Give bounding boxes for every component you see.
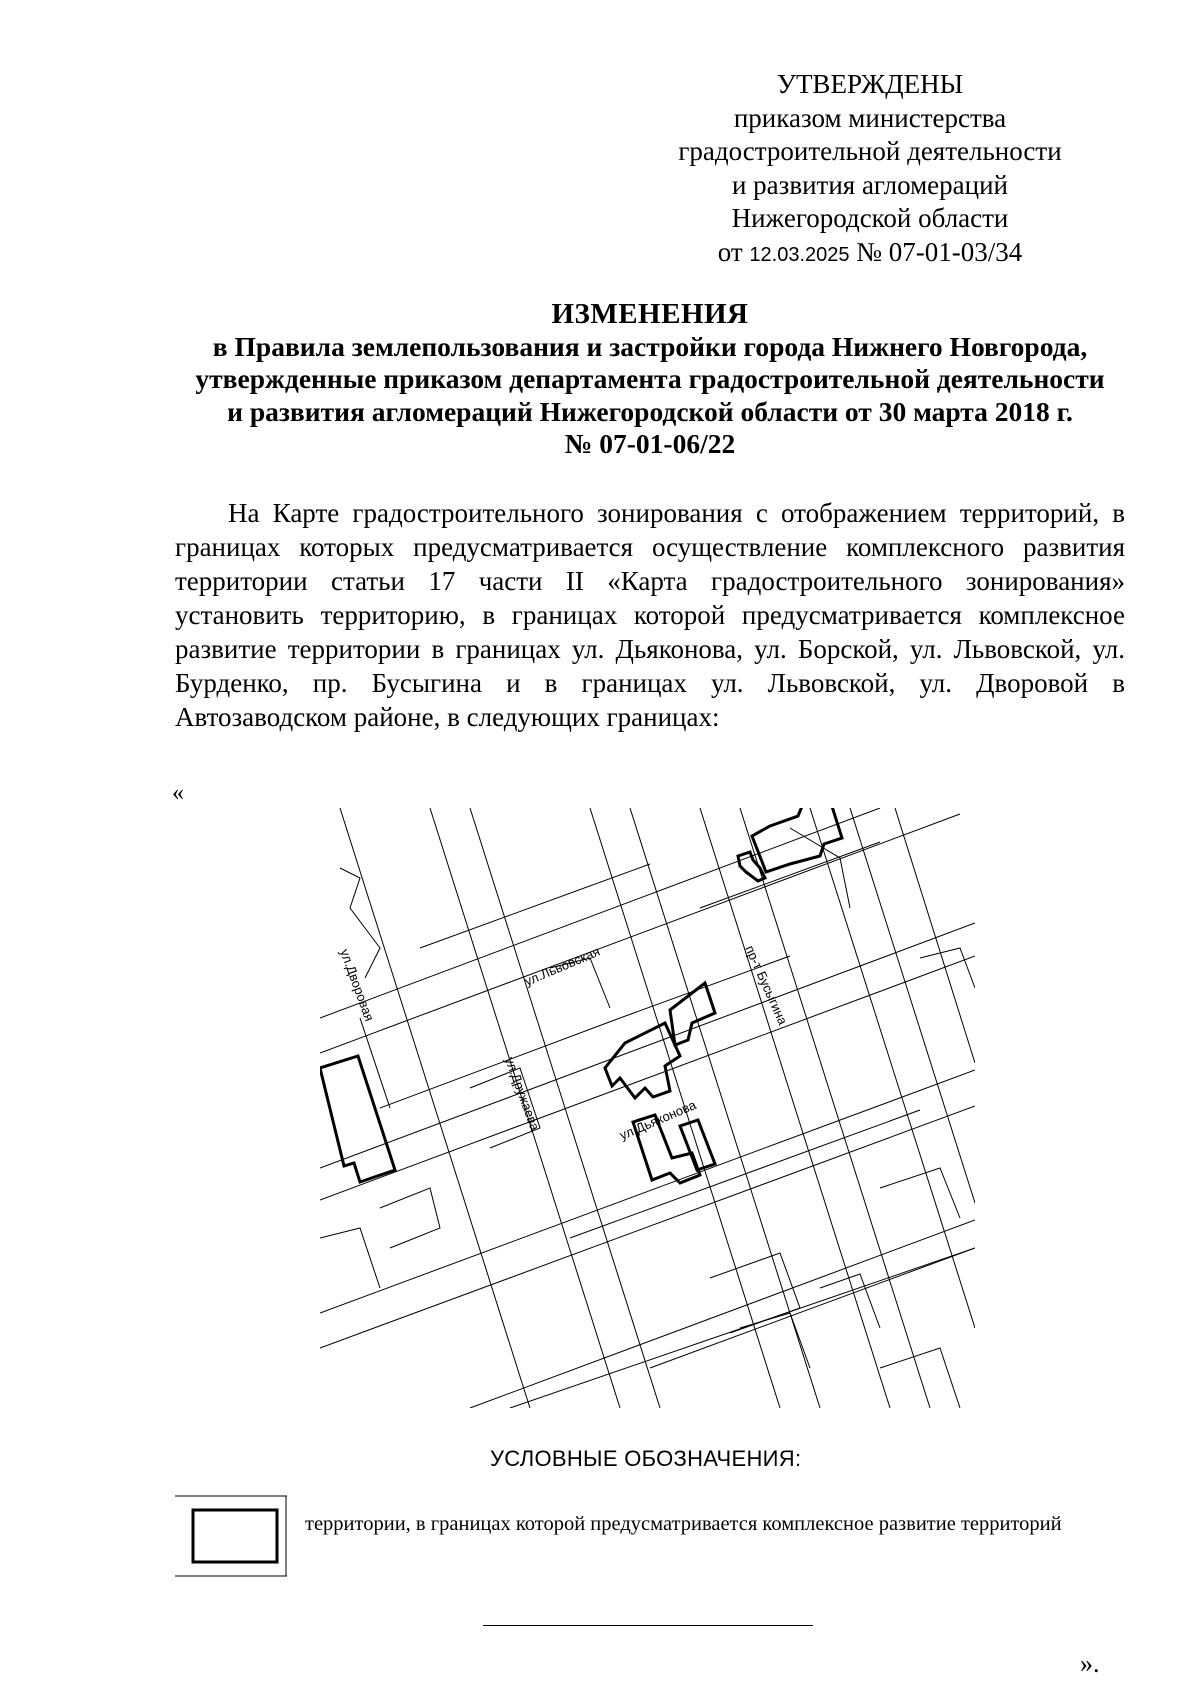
- map-street-grid: [320, 808, 975, 1408]
- approval-date: 12.03.2025: [749, 243, 850, 266]
- body-paragraph: На Карте градостроительного зонирования с отображением территорий, в границах которых предусматривается осуществление комплексного развития территории статьи 17 части II «Карта градостроительного зонирования» установить территорию, в границах которой предусматривается комплексное развитие территории в границах ул. Дьяконова, ул. Борской, ул. Львовской, ул. Бурденко, пр. Бусыгина и в границах ул. Львовской, ул. Дворовой в Автозаводском районе, в следующих границах:: [175, 498, 1125, 732]
- approval-line-1: приказом министерства: [733, 102, 1007, 133]
- street-label-dyakonova: ул.Дьяконова: [617, 1097, 699, 1143]
- territory-dvorovaya: [320, 1056, 395, 1182]
- street-label-busygina: пр-т Бусыгина: [742, 943, 791, 1027]
- legend-item-text: территории, в границах которой предусматривается комплексное развитие территорий: [305, 1513, 1062, 1535]
- title-line-4: № 07-01-06/22: [564, 428, 736, 459]
- territory-lvovskaya-b: [670, 983, 715, 1045]
- approval-block: [620, 68, 1120, 272]
- close-quote: ».: [1080, 1649, 1100, 1678]
- street-label-lvovskaya: ул.Львовская: [522, 943, 603, 989]
- approval-date-line: [620, 236, 1120, 273]
- title-main: ИЗМЕНЕНИЯ: [551, 298, 749, 330]
- territory-busygina-large: [752, 808, 842, 872]
- street-label-dvorovaya: ул.Дворовая: [337, 946, 378, 1024]
- legend-symbol: [175, 1495, 287, 1577]
- separator-line: [483, 1625, 813, 1626]
- title-line-2: утвержденные приказом департамента градостроительной деятельности: [195, 363, 1105, 394]
- approval-line-4: Нижегородской области: [731, 203, 1009, 233]
- title-line-3: и развития агломераций Нижегородской области от 30 марта 2018 г.: [227, 395, 1073, 427]
- territory-lvovskaya-a: [605, 1023, 680, 1098]
- legend-title: УСЛОВНЫЕ ОБОЗНАЧЕНИЯ:: [490, 1446, 802, 1471]
- order-number: № 07-01-03/34: [856, 236, 1023, 267]
- zoning-map: [320, 808, 975, 1408]
- territory-dyakonova-b: [680, 1120, 715, 1170]
- open-quote: «: [172, 780, 184, 806]
- street-label-druzhaeva: ул.Дружаева: [502, 1054, 543, 1133]
- document-title: [170, 298, 1130, 461]
- date-prefix: от: [717, 236, 743, 267]
- approval-line-2: градостроительной деятельности: [678, 136, 1062, 166]
- approval-line-3: и развития агломераций: [731, 169, 1008, 200]
- title-line-1: в Правила землепользования и застройки города Нижнего Новгорода,: [212, 330, 1088, 362]
- approval-heading: УТВЕРЖДЕНЫ: [776, 69, 964, 99]
